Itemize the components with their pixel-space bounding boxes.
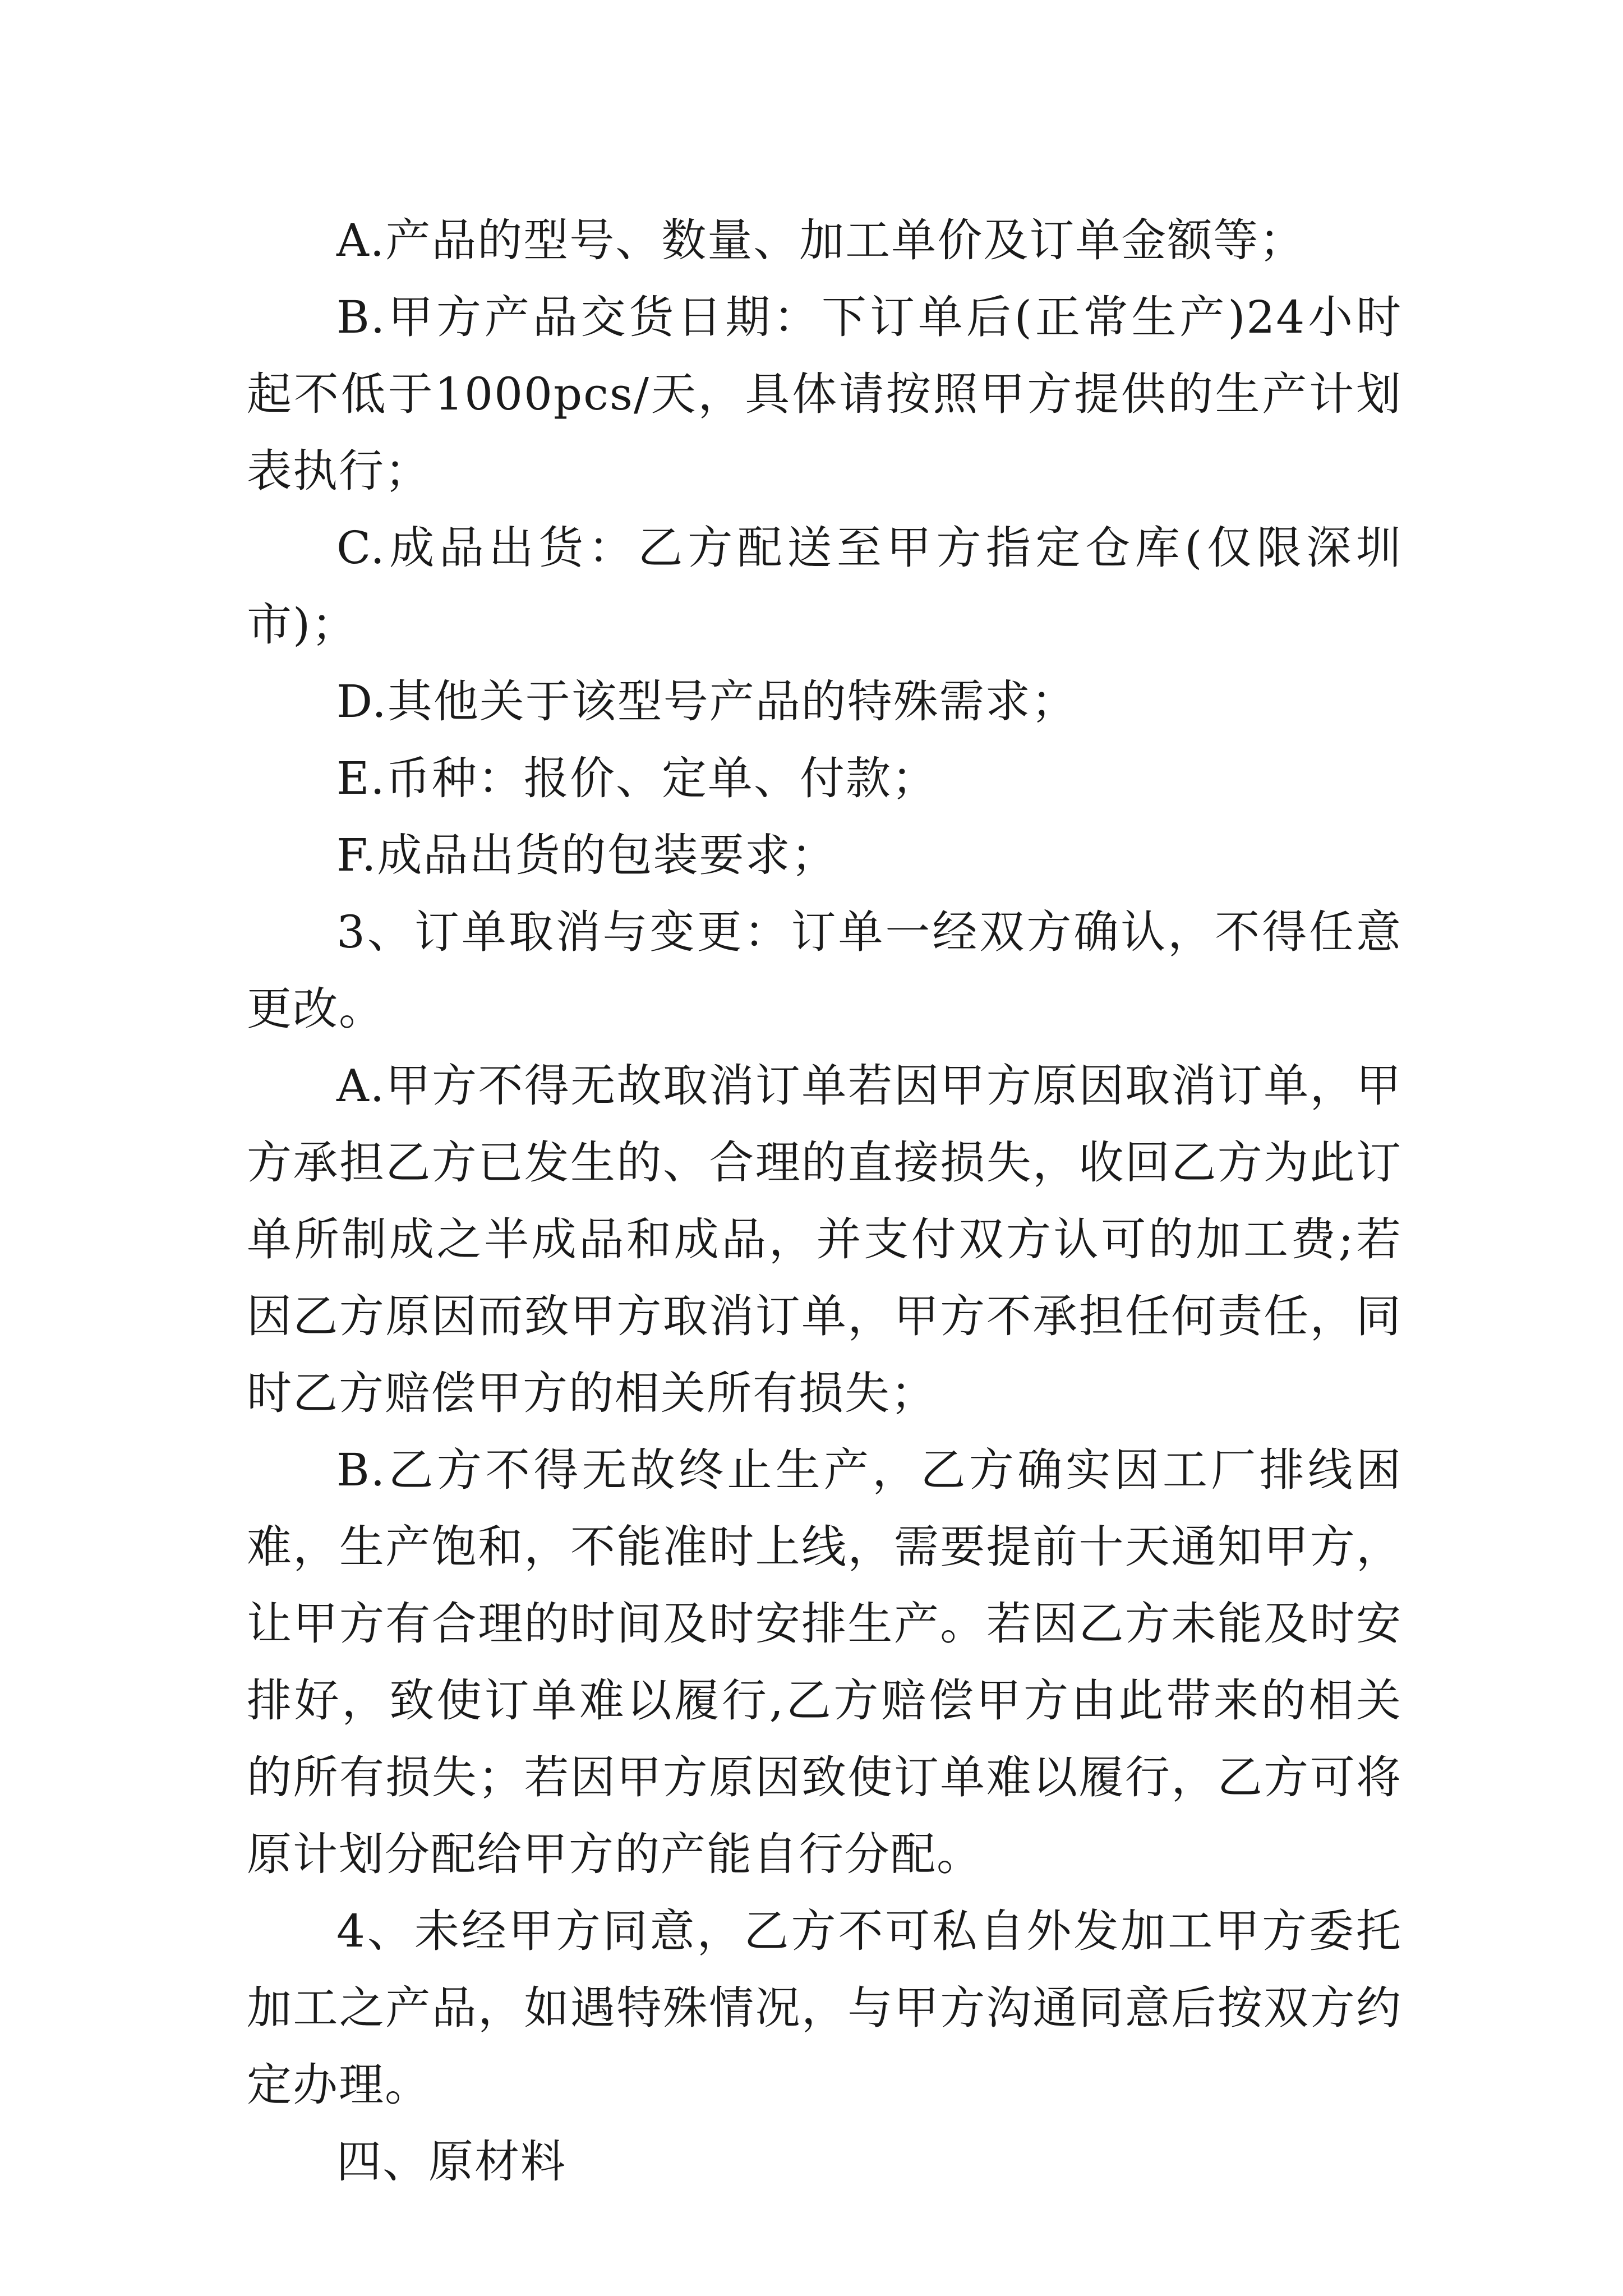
paragraph-3a-cancellation: A.甲方不得无故取消订单若因甲方原因取消订单，甲方承担乙方已发生的、合理的直接损失，收回乙方为此订单所制成之半成品和成品，并支付双方认可的加工费;若因乙方原因而致甲方取消订单，甲方不承担任何责任，同时乙方赔偿甲方的相关所有损失； <box>247 1060 1402 1419</box>
paragraph-item-e-currency: E.币种：报价、定单、付款； <box>336 752 938 804</box>
document-body <box>247 202 1402 2200</box>
paragraph-section-4-outsourcing: 4、未经甲方同意，乙方不可私自外发加工甲方委托加工之产品，如遇特殊情况，与甲方沟通同意后按双方约定办理。 <box>247 1905 1402 2111</box>
paragraph-3b-termination: B.乙方不得无故终止生产，乙方确实因工厂排线困难，生产饱和，不能准时上线，需要提前十天通知甲方，让甲方有合理的时间及时安排生产。若因乙方未能及时安排好，致使订单难以履行,乙方赔偿甲方由此带来的相关的所有损失；若因甲方原因致使订单难以履行，乙方可将原计划分配给甲方的产能自行分配。 <box>247 1444 1402 1880</box>
paragraph-item-b-delivery-date: B.甲方产品交货日期：下订单后(正常生产)24小时起不低于1000pcs/天，具体请按照甲方提供的生产计划表执行； <box>247 291 1402 497</box>
paragraph-item-d-special-needs: D.其他关于该型号产品的特殊需求； <box>336 675 1077 728</box>
paragraph-section-3-order-change: 3、订单取消与变更：订单一经双方确认，不得任意更改。 <box>247 906 1402 1035</box>
paragraph-item-f-packaging: F.成品出货的包装要求； <box>336 829 837 881</box>
paragraph-item-c-shipment: C.成品出货：乙方配送至甲方指定仓库(仅限深圳市)； <box>247 522 1402 651</box>
section-heading-raw-materials: 四、原材料 <box>336 2136 566 2188</box>
paragraph-item-a-product-info: A.产品的型号、数量、加工单价及订单金额等； <box>336 214 1306 266</box>
